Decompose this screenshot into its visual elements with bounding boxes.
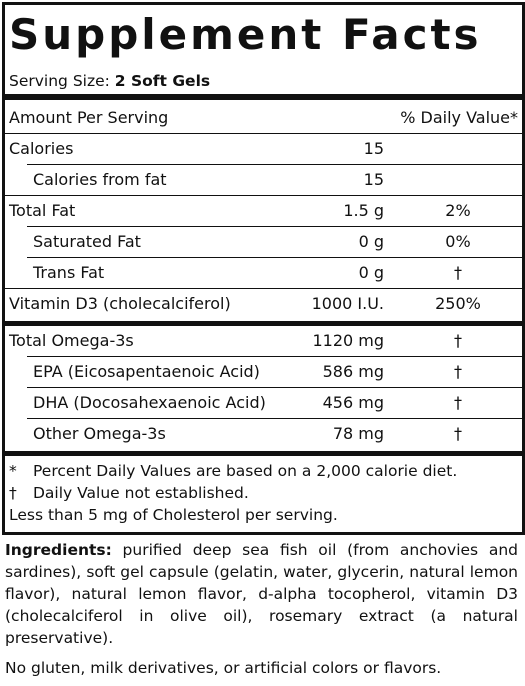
serving-size-label: Serving Size: [9, 72, 110, 90]
nutrient-name: EPA (Eicosapentaenoic Acid) [33, 362, 260, 381]
nutrient-daily-value: 250% [435, 294, 481, 313]
footnote-text: Less than 5 mg of Cholesterol per serving. [9, 506, 338, 524]
nutrient-row [5, 418, 522, 449]
nutrient-row [5, 226, 522, 257]
footnote-text: Daily Value not established. [33, 484, 249, 502]
nutrient-name: Total Fat [9, 201, 76, 220]
ingredients-text: purified deep sea fish oil (from anchovies and sardines), soft gel capsule (gelatin, water, glycerin, natural lemon flavor), natural lemon flavor, d-alpha tocopherol, vitamin D3 (cholecalciferol in olive oil), rosemary extract (a natural preservative). [5, 541, 518, 647]
supplement-facts-panel [2, 2, 525, 535]
ingredients-label: Ingredients: [5, 541, 112, 559]
serving-size [9, 69, 210, 93]
nutrient-amount: 1000 I.U. [311, 294, 384, 313]
nutrient-daily-value: † [454, 331, 462, 350]
nutrient-amount: 15 [363, 170, 384, 189]
nutrient-amount: 15 [363, 139, 384, 158]
nutrient-row [5, 288, 522, 319]
nutrient-row [5, 387, 522, 418]
nutrient-amount: 586 mg [322, 362, 384, 381]
footnote-dagger: † [9, 484, 17, 502]
nutrient-amount: 0 g [358, 232, 384, 251]
thick-divider-middle [5, 321, 522, 326]
nutrient-row [5, 325, 522, 356]
nutrient-amount: 78 mg [332, 424, 384, 443]
nutrient-name: Saturated Fat [33, 232, 141, 251]
serving-size-value: 2 Soft Gels [114, 72, 211, 90]
footnote-daily-values [9, 461, 457, 482]
nutrient-name: DHA (Docosahexaenoic Acid) [33, 393, 266, 412]
header-amount-per-serving: Amount Per Serving [9, 108, 169, 127]
nutrient-row [5, 195, 522, 226]
nutrient-amount: 1.5 g [343, 201, 384, 220]
nutrient-name: Trans Fat [33, 263, 105, 282]
nutrient-amount: 456 mg [322, 393, 384, 412]
nutrient-row [5, 164, 522, 195]
nutrient-row [5, 257, 522, 288]
nutrient-daily-value: 2% [445, 201, 471, 220]
nutrient-amount: 1120 mg [312, 331, 384, 350]
ingredients-paragraph [5, 539, 518, 649]
footnote-not-established [9, 483, 249, 504]
nutrient-amount: 0 g [358, 263, 384, 282]
nutrient-name: Vitamin D3 (cholecalciferol) [9, 294, 231, 313]
panel-title: Supplement Facts [9, 10, 482, 59]
header-daily-value: % Daily Value* [400, 108, 518, 127]
thick-divider-top [5, 94, 522, 100]
allergen-note: No gluten, milk derivatives, or artificial colors or flavors. [5, 659, 442, 677]
nutrient-row [5, 356, 522, 387]
nutrient-daily-value: † [454, 362, 462, 381]
nutrient-daily-value: † [454, 393, 462, 412]
thick-divider-bottom [5, 451, 522, 456]
nutrient-daily-value: † [454, 263, 462, 282]
footnote-cholesterol [9, 505, 338, 526]
nutrient-name: Other Omega-3s [33, 424, 166, 443]
nutrient-name: Calories [9, 139, 74, 158]
nutrient-row [5, 133, 522, 164]
nutrient-name: Total Omega-3s [9, 331, 134, 350]
nutrient-daily-value: 0% [445, 232, 471, 251]
nutrient-name: Calories from fat [33, 170, 167, 189]
nutrient-daily-value: † [454, 424, 462, 443]
footnote-text: Percent Daily Values are based on a 2,000 calorie diet. [33, 462, 458, 480]
table-header [5, 102, 522, 133]
footnote-asterisk: * [9, 462, 17, 480]
